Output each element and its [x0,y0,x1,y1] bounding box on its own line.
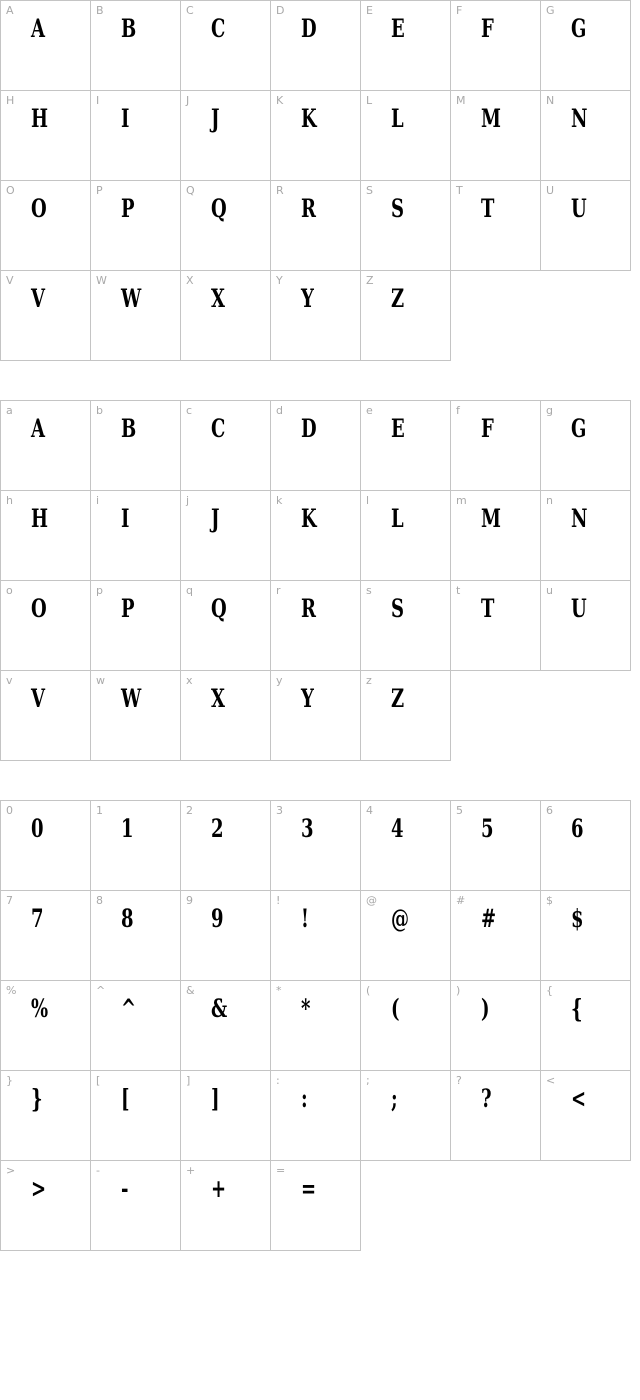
glyph-sample: V [31,684,45,713]
glyph-cell-label: f [456,404,460,417]
glyph-cell [91,401,181,491]
glyph-cell-label: h [6,494,13,507]
glyph-sample: ) [481,994,490,1023]
glyph-cell [361,181,451,271]
glyph-sample: 5 [481,814,494,843]
glyph-cell [271,1,361,91]
glyph-cell-label: q [186,584,193,597]
glyph-cell-label: P [96,184,103,197]
glyph-cell [1,981,91,1071]
glyph-cell [541,1,631,91]
glyph-cell-label: G [546,4,555,17]
glyph-cell-label: ) [456,984,461,997]
glyph-cell [451,981,541,1071]
glyph-cell [181,491,271,581]
glyph-cell-label: b [96,404,103,417]
glyph-cell-label: > [6,1164,16,1177]
glyph-cell-label: 0 [6,804,13,817]
glyph-cell [541,1071,631,1161]
glyph-cell [91,801,181,891]
glyph-cell [451,1071,541,1161]
glyph-cell [181,401,271,491]
glyph-cell [361,1071,451,1161]
glyph-cell-label: % [6,984,17,997]
glyph-sample: E [391,14,405,43]
glyph-sample: L [391,504,404,533]
glyph-cell-label: & [186,984,195,997]
glyph-cell [451,91,541,181]
glyph-cell [91,671,181,761]
glyph-cell [181,981,271,1071]
glyph-sample: A [31,14,45,43]
glyph-cell [361,891,451,981]
glyph-sample: 2 [211,814,224,843]
glyph-sample: O [31,594,47,623]
glyph-sample: M [481,104,501,133]
glyph-cell [361,981,451,1071]
glyph-sample: W [121,684,142,713]
glyph-cell-label: n [546,494,553,507]
glyph-cell [541,801,631,891]
glyph-sample: I [121,504,130,533]
glyph-cell [181,801,271,891]
glyph-cell-label: 8 [96,894,103,907]
glyph-cell-label: 9 [186,894,193,907]
glyph-cell [1,1161,91,1251]
glyph-cell-label: i [96,494,100,507]
glyph-cell [451,401,541,491]
glyph-cell-label: Q [186,184,195,197]
glyph-cell-label: [ [96,1074,101,1087]
lowercase-glyph-grid [0,400,631,761]
glyph-sample: D [301,14,317,43]
glyph-cell-label: a [6,404,13,417]
glyph-cell [271,581,361,671]
glyph-sample: + [211,1174,227,1203]
glyph-cell [451,891,541,981]
glyph-cell [1,801,91,891]
glyph-sample: 6 [571,814,584,843]
glyph-cell [271,671,361,761]
glyph-cell [271,891,361,981]
glyph-sample: 0 [31,814,44,843]
glyph-cell-label: O [6,184,15,197]
glyph-cell-label: ^ [96,984,106,997]
glyph-cell-label: p [96,584,103,597]
glyph-sample: T [481,194,495,223]
glyph-cell [271,981,361,1071]
glyph-sample: L [391,104,404,133]
glyph-sample: R [301,594,316,623]
glyph-cell-label: V [6,274,14,287]
glyph-cell [541,181,631,271]
glyph-sample: K [301,104,317,133]
glyph-sample: A [31,414,45,443]
glyph-cell [181,671,271,761]
glyph-cell [271,181,361,271]
glyph-sample: ^ [121,994,137,1023]
glyph-cell [1,1,91,91]
glyph-cell [541,891,631,981]
glyph-cell-label: N [546,94,555,107]
glyph-sample: B [121,414,137,443]
glyph-cell-label: v [6,674,13,687]
glyph-cell-label: M [456,94,466,107]
glyph-sample: P [121,594,135,623]
glyph-cell-label: - [96,1164,100,1177]
glyph-cell-label: = [276,1164,286,1177]
glyph-sample: & [211,994,228,1023]
glyph-cell [91,181,181,271]
glyph-cell [181,91,271,181]
glyph-sample: 3 [301,814,314,843]
glyph-cell [271,91,361,181]
glyph-sample: 7 [31,904,44,933]
glyph-cell [91,891,181,981]
glyph-cell [181,1071,271,1161]
glyph-cell [451,181,541,271]
glyph-cell-label: { [546,984,553,997]
glyph-cell-label: d [276,404,283,417]
glyph-cell [361,581,451,671]
glyph-cell [271,1071,361,1161]
glyph-cell-label: @ [366,894,377,907]
glyph-cell-label: E [366,4,373,17]
glyph-sample: $ [571,904,584,933]
glyph-cell [451,801,541,891]
glyph-sample: D [301,414,317,443]
glyph-cell-label: C [186,4,194,17]
glyph-cell [1,271,91,361]
glyph-cell-label: 1 [96,804,103,817]
glyph-cell-label: 6 [546,804,553,817]
glyph-sample: ; [391,1084,398,1113]
glyph-sample: 9 [211,904,224,933]
glyph-cell [361,671,451,761]
glyph-cell [271,801,361,891]
glyph-cell-label: D [276,4,285,17]
glyph-sample: X [211,284,225,313]
glyph-sample: S [391,594,405,623]
glyph-sample: Y [301,284,314,313]
glyph-sample: H [31,104,49,133]
glyph-cell [361,91,451,181]
glyph-cell [91,1071,181,1161]
glyph-sample: U [571,194,587,223]
glyph-cell-label: 3 [276,804,283,817]
glyph-cell [91,1,181,91]
glyph-sample: K [301,504,317,533]
glyph-cell [541,401,631,491]
glyph-sample: ( [391,994,400,1023]
glyph-cell [361,401,451,491]
glyph-cell-label: } [6,1074,13,1087]
glyph-cell [361,1,451,91]
glyph-cell [271,491,361,581]
glyph-cell [91,581,181,671]
glyph-cell-label: w [96,674,105,687]
glyph-cell [181,1161,271,1251]
glyph-sample: 1 [121,814,134,843]
glyph-sample: Z [391,284,405,313]
glyph-cell-label: k [276,494,283,507]
glyph-cell [1,401,91,491]
glyph-sample: - [121,1174,129,1203]
glyph-cell [1,91,91,181]
glyph-sample: S [391,194,405,223]
glyph-cell-label: 2 [186,804,193,817]
glyph-sample: : [301,1084,308,1113]
glyph-cell [91,271,181,361]
glyph-cell-label: 7 [6,894,13,907]
glyph-cell-label: # [456,894,466,907]
glyph-sample: { [571,994,583,1023]
glyph-cell [181,181,271,271]
glyph-cell-label: j [186,494,190,507]
glyph-sample: = [301,1174,317,1203]
glyph-cell [1,181,91,271]
glyph-cell-label: ] [186,1074,191,1087]
glyph-cell-label: x [186,674,193,687]
glyph-sample: Z [391,684,405,713]
glyph-cell-label: R [276,184,284,197]
glyph-cell-label: g [546,404,553,417]
glyph-cell [1,581,91,671]
glyph-cell [541,491,631,581]
glyph-cell [181,271,271,361]
glyph-sample: R [301,194,316,223]
glyph-cell [451,581,541,671]
glyph-cell-label: H [6,94,15,107]
glyph-cell-label: J [186,94,190,107]
glyph-cell-label: I [96,94,100,107]
glyph-sample: B [121,14,137,43]
glyph-cell-label: u [546,584,553,597]
glyph-cell-label: m [456,494,467,507]
glyph-sample: } [31,1084,43,1113]
glyph-cell [1,891,91,981]
glyph-sample: T [481,594,495,623]
glyph-cell [451,491,541,581]
glyph-cell-label: + [186,1164,196,1177]
glyph-sample: @ [391,904,409,933]
glyph-sample: J [211,104,220,133]
glyph-cell-label: ; [366,1074,370,1087]
glyph-sample: 4 [391,814,404,843]
glyph-sample: * [301,994,311,1023]
glyph-cell [271,401,361,491]
glyph-cell-label: r [276,584,281,597]
glyph-sample: O [31,194,47,223]
glyph-sample: P [121,194,135,223]
glyph-cell [271,271,361,361]
glyph-cell-label: B [96,4,104,17]
glyph-cell-label: F [456,4,463,17]
symbol-glyph-grid [0,800,631,1251]
glyph-cell-label: X [186,274,194,287]
glyph-sample: % [31,994,49,1023]
glyph-sample: [ [121,1084,130,1113]
glyph-sample: Q [211,194,227,223]
glyph-sample: I [121,104,130,133]
glyph-cell [1,491,91,581]
glyph-cell [1,1071,91,1161]
glyph-cell-label: S [366,184,373,197]
glyph-cell-label: z [366,674,372,687]
glyph-sample: H [31,504,49,533]
glyph-sample: Y [301,684,314,713]
glyph-cell-label: l [366,494,370,507]
glyph-cell-label: c [186,404,193,417]
glyph-sample: ? [481,1084,492,1113]
glyph-sample: W [121,284,142,313]
glyph-cell-label: K [276,94,284,107]
glyph-cell-label: s [366,584,372,597]
glyph-cell [91,491,181,581]
glyph-cell [181,1,271,91]
glyph-cell [451,1,541,91]
glyph-sample: C [211,414,226,443]
glyph-cell-label: o [6,584,13,597]
glyph-cell-label: ? [456,1074,462,1087]
glyph-cell-label: 5 [456,804,463,817]
glyph-cell [541,981,631,1071]
uppercase-glyph-grid [0,0,631,361]
glyph-cell-label: Z [366,274,374,287]
glyph-cell-label: t [456,584,461,597]
glyph-cell-label: ( [366,984,371,997]
glyph-sample: G [571,14,587,43]
glyph-cell-label: 4 [366,804,373,817]
glyph-cell-label: A [6,4,14,17]
glyph-sample: > [31,1174,47,1203]
glyph-cell-label: e [366,404,373,417]
glyph-cell-label: Y [276,274,283,287]
glyph-cell-label: L [366,94,373,107]
glyph-cell [361,491,451,581]
glyph-cell-label: W [96,274,107,287]
glyph-sample: J [211,504,220,533]
glyph-cell [91,1161,181,1251]
glyph-cell-label: : [276,1074,280,1087]
glyph-cell [271,1161,361,1251]
glyph-cell [1,671,91,761]
glyph-cell [361,271,451,361]
glyph-cell-label: y [276,674,283,687]
glyph-cell [181,891,271,981]
glyph-cell [541,581,631,671]
glyph-cell [91,981,181,1071]
glyph-sample: ] [211,1084,220,1113]
glyph-sample: M [481,504,501,533]
glyph-cell [541,91,631,181]
glyph-sample: Q [211,594,227,623]
glyph-cell-label: T [456,184,463,197]
glyph-sample: F [481,414,494,443]
glyph-sample: # [481,904,497,933]
glyph-sample: < [571,1084,587,1113]
glyph-cell-label: $ [546,894,553,907]
glyph-cell-label: < [546,1074,556,1087]
glyph-cell-label: U [546,184,555,197]
glyph-cell-label: * [276,984,282,997]
glyph-cell [361,801,451,891]
glyph-sample: 8 [121,904,134,933]
glyph-cell-label: ! [276,894,281,907]
glyph-sample: ! [301,904,309,933]
glyph-sample: F [481,14,494,43]
glyph-sample: G [571,414,587,443]
glyph-sample: N [571,104,588,133]
glyph-sample: E [391,414,405,443]
glyph-cell [181,581,271,671]
glyph-cell [91,91,181,181]
glyph-sample: X [211,684,225,713]
glyph-sample: N [571,504,588,533]
glyph-sample: V [31,284,45,313]
glyph-sample: U [571,594,587,623]
glyph-sample: C [211,14,226,43]
